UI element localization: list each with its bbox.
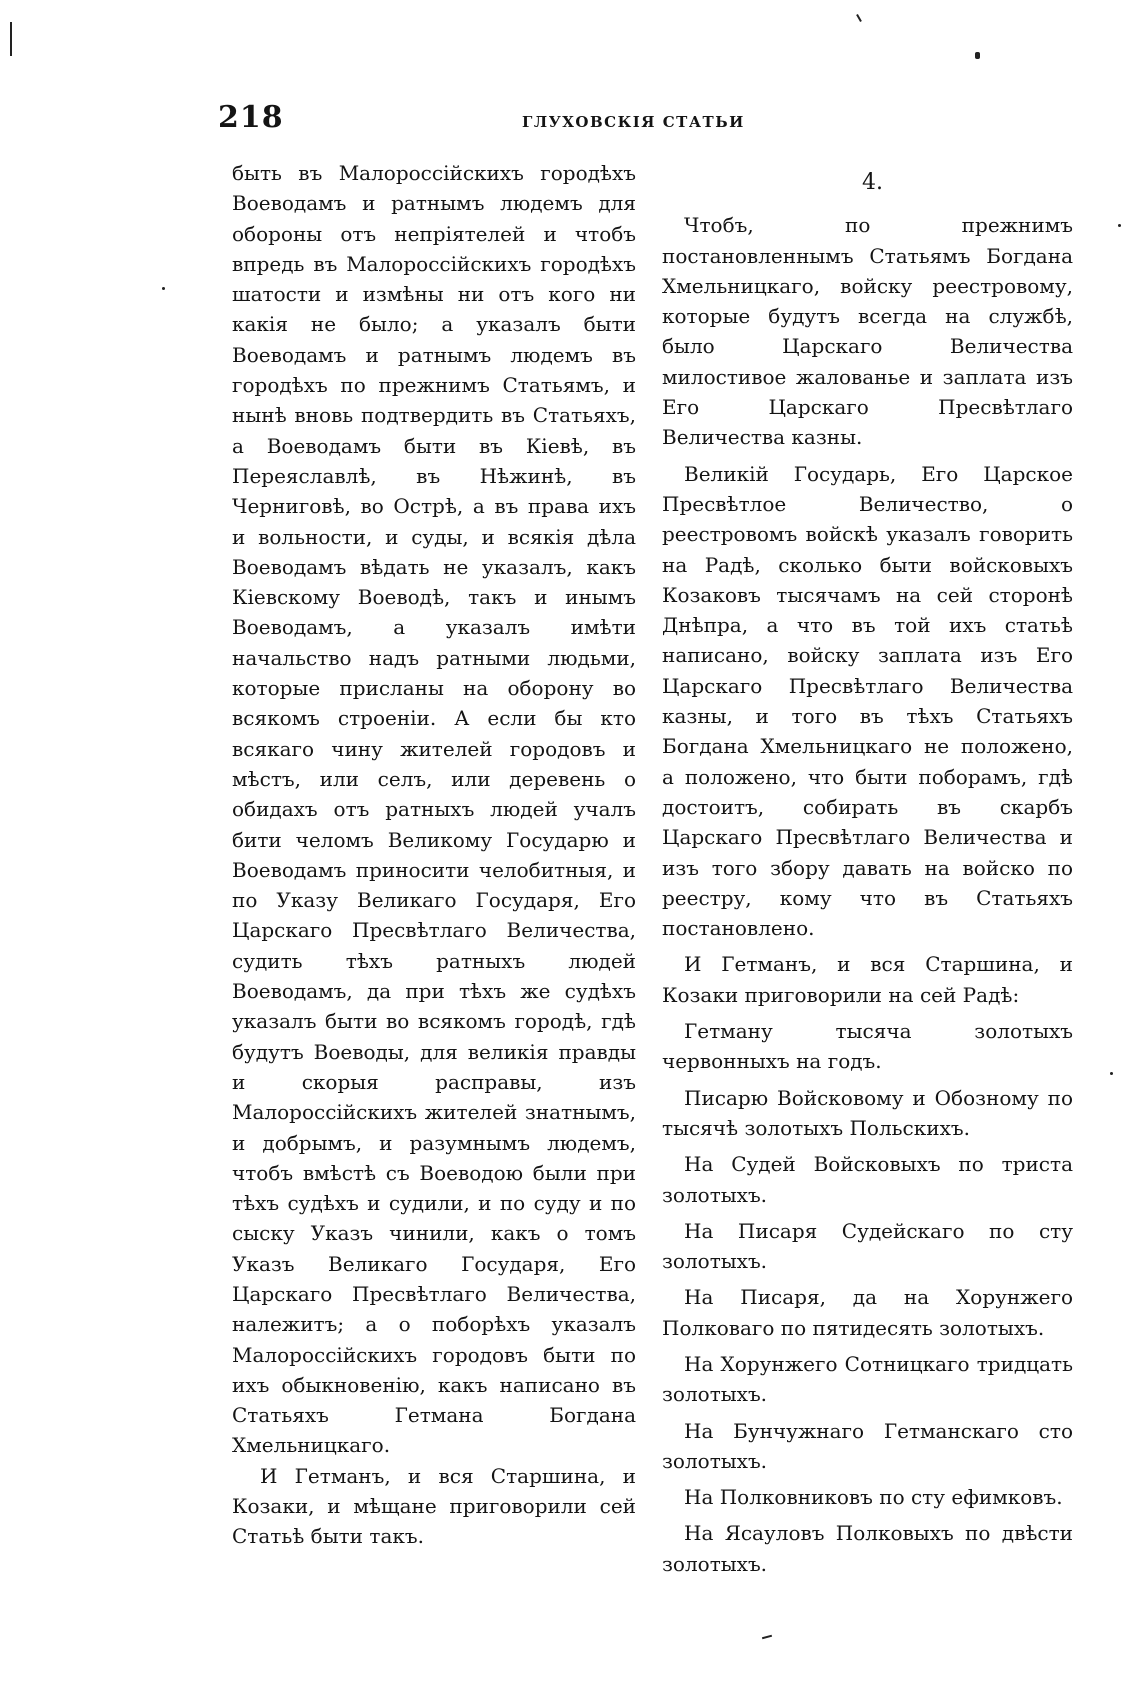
right-paragraph-12: На Ясауловъ Полковыхъ по двѣсти золотыхъ. xyxy=(662,1521,1073,1576)
section-number: 4. xyxy=(862,170,883,195)
left-paragraph-1: быть въ Малороссійскихъ городѣхъ Воеводамъ и ратнымъ людемъ для обороны отъ непріятелей и чтобъ впредь въ Малороссійскихъ городѣхъ шатости и измѣны ни отъ кого ни какія не было; а указалъ быти Воеводамъ и ратнымъ людемъ въ городѣхъ по прежнимъ Статьямъ, и нынѣ вновь подтвердить въ Статьяхъ, а Воеводамъ быти въ Кіевѣ, въ Переяславлѣ, въ Нѣжинѣ, въ Черниговѣ, во Острѣ, а въ права ихъ и вольности, и суды, и всякія дѣла Воеводамъ вѣдать не указалъ, какъ Кіевскому Воеводѣ, такъ и инымъ Воеводамъ, а указалъ имѣти начальство надъ ратными людьми, которые присланы на оборону во всякомъ строеніи. А если бы кто всякаго чину жителей городовъ и мѣстъ, или селъ, или деревень о обидахъ отъ ратныхъ людей учалъ бити челомъ Великому Государю и Воеводамъ приносити челобитныя, и по Указу Великаго Государя, Его Царскаго Пресвѣтлаго Величества, судить тѣхъ ратныхъ людей Воеводамъ, да при тѣхъ же судѣхъ указалъ быти во всякомъ городѣ, гдѣ будутъ Воеводы, для великія правды и скорыя расправы, изъ Малороссійскихъ жителей знатнымъ, и добрымъ, и разумнымъ людемъ, чтобъ вмѣстѣ съ Воеводою были при тѣхъ судѣхъ и судили, и по суду и по сыску Указъ чинили, какъ о томъ Указъ Великаго Государя, Его Царскаго Пресвѣтлаго Величества, належитъ; а о поборѣхъ указалъ Малороссійскихъ городовъ быти по ихъ обыкновенію, какъ написано въ Статьяхъ Гетмана Богдана Хмельницкаго. xyxy=(232,161,636,1458)
right-paragraph-4: Гетману тысяча золотыхъ червонныхъ на годъ. xyxy=(662,1019,1073,1074)
right-column xyxy=(662,158,1073,1579)
right-paragraph-8: На Писаря, да на Хорунжего Полковаго по пятидесять золотыхъ. xyxy=(662,1285,1073,1340)
right-paragraph-11: На Полковниковъ по сту ефимковъ. xyxy=(684,1485,1063,1510)
right-paragraph-10: На Бунчужнаго Гетманскаго сто золотыхъ. xyxy=(662,1418,1073,1473)
page-number: 218 xyxy=(218,100,284,135)
right-paragraph-9: На Хорунжего Сотницкаго тридцать золотыхъ. xyxy=(662,1351,1073,1407)
scan-speck xyxy=(975,52,980,59)
right-paragraph-3: И Гетманъ, и вся Старшина, и Козаки приговорили на сей Радѣ: xyxy=(662,952,1073,1007)
right-paragraph-2: Великій Государь, Его Царское Пресвѣтлое Величество, о реестровомъ войскѣ указалъ говорить на Радѣ, сколько быти войсковыхъ Козаковъ тысячамъ на сей сторонѣ Днѣпра, а что въ той ихъ статьѣ написано, войску заплата изъ Его Царскаго Пресвѣтлаго Величества казны, и того въ тѣхъ Статьяхъ Богдана Хмельницкаго не положено, а положено, что быти поборамъ, гдѣ достоитъ, собирать въ скарбъ Царскаго Пресвѣтлаго Величества и изъ того збору давать на войско по реестру, кому что въ Статьяхъ постановлено. xyxy=(662,461,1073,941)
scan-speck xyxy=(1110,1072,1113,1075)
right-paragraph-1: Чтобъ, по прежнимъ постановленнымъ Статьямъ Богдана Хмельницкаго, войску реестровому, которые будутъ всегда на службѣ, было Царскаго Величества милостивое жалованье и заплата изъ Его Царскаго Пресвѣтлаго Величества казны. xyxy=(662,213,1073,450)
right-paragraph-7: На Писаря Судейскаго по сту золотыхъ. xyxy=(662,1218,1073,1274)
left-paragraph-2: И Гетманъ, и вся Старшина, и Козаки, и мѣщане приговорили сей Статьѣ быти такъ. xyxy=(232,1463,636,1549)
right-paragraph-6: На Судей Войсковыхъ по триста золотыхъ. xyxy=(662,1152,1073,1207)
scan-speck xyxy=(10,22,12,56)
left-column xyxy=(232,158,636,1552)
scan-speck xyxy=(762,1635,772,1640)
running-head: ГЛУХОВСКІЯ СТАТЬИ xyxy=(522,113,745,131)
scan-speck xyxy=(162,287,165,290)
scan-speck xyxy=(856,14,862,22)
right-paragraph-5: Писарю Войсковому и Обозному по тысячѣ золотыхъ Польскихъ. xyxy=(662,1085,1073,1140)
scan-speck xyxy=(1118,224,1121,227)
